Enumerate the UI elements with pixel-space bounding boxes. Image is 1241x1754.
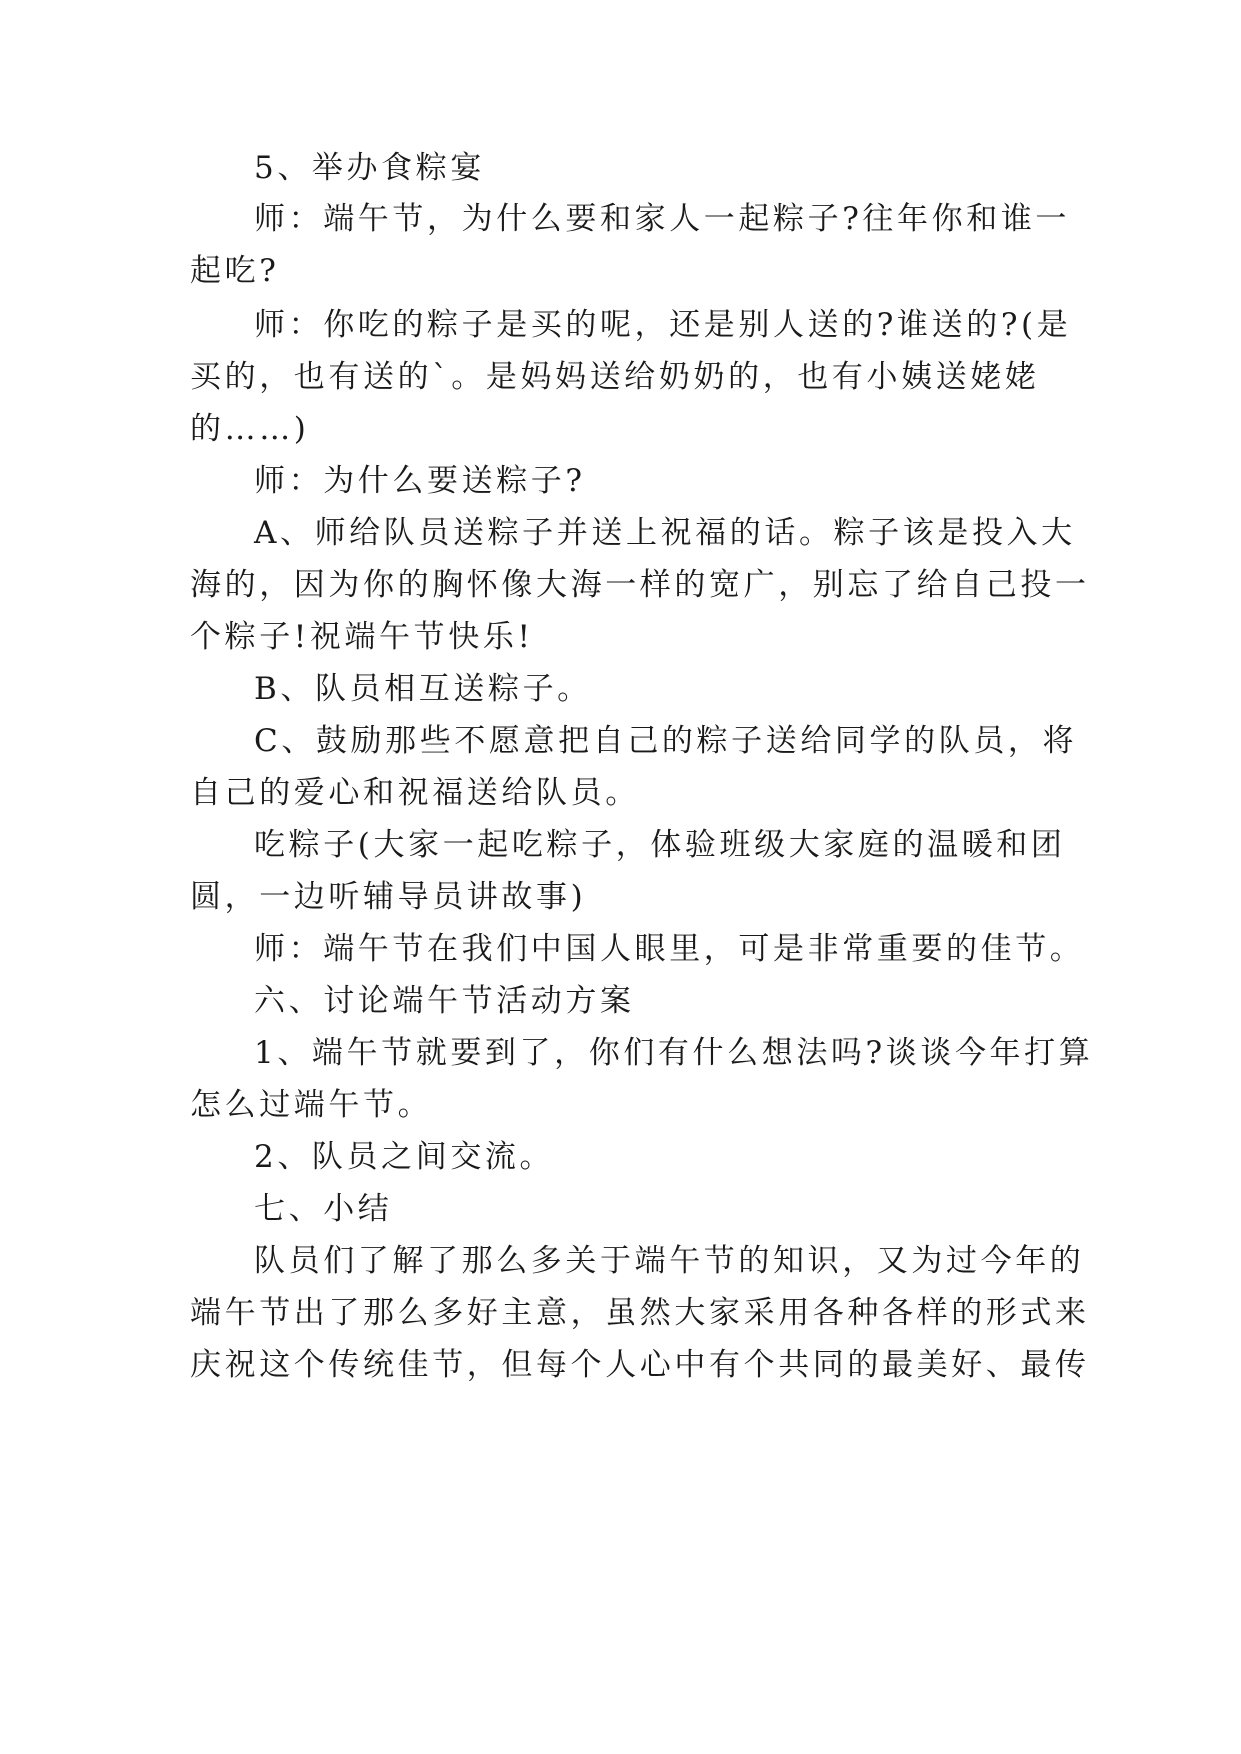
paragraph-line: 师：端午节，为什么要和家人一起粽子?往年你和谁一 xyxy=(254,201,1071,237)
paragraph-line: 的……) xyxy=(190,411,310,447)
paragraph-line: A、师给队员送粽子并送上祝福的话。粽子该是投入大 xyxy=(254,515,1076,551)
paragraph-line: 1、端午节就要到了，你们有什么想法吗?谈谈今年打算 xyxy=(254,1035,1094,1071)
paragraph-line: 5、举办食粽宴 xyxy=(254,150,485,186)
paragraph-line: 队员们了解了那么多关于端午节的知识，又为过今年的 xyxy=(254,1243,1085,1279)
paragraph-line: 海的，因为你的胸怀像大海一样的宽广，别忘了给自己投一 xyxy=(190,567,1090,603)
paragraph-line: 怎么过端午节。 xyxy=(190,1087,433,1123)
paragraph-line: 师：你吃的粽子是买的呢，还是别人送的?谁送的?(是 xyxy=(254,307,1072,343)
paragraph-line: 2、队员之间交流。 xyxy=(254,1139,555,1175)
paragraph-line: C、鼓励那些不愿意把自己的粽子送给同学的队员，将 xyxy=(254,723,1078,759)
paragraph-line: B、队员相互送粽子。 xyxy=(254,671,592,707)
paragraph-line: 起吃? xyxy=(190,253,280,289)
paragraph-line: 自己的爱心和祝福送给队员。 xyxy=(190,775,640,811)
paragraph-line: 庆祝这个传统佳节，但每个人心中有个共同的最美好、最传 xyxy=(190,1347,1090,1383)
paragraph-line: 个粽子!祝端午节快乐! xyxy=(190,619,534,655)
paragraph-line: 端午节出了那么多好主意，虽然大家采用各种各样的形式来 xyxy=(190,1295,1090,1331)
paragraph-line: 师：为什么要送粽子? xyxy=(254,463,586,499)
paragraph-line: 吃粽子(大家一起吃粽子，体验班级大家庭的温暖和团 xyxy=(254,827,1066,863)
paragraph-line: 买的，也有送的`。是妈妈送给奶奶的，也有小姨送姥姥 xyxy=(190,359,1040,395)
section-heading: 七、小结 xyxy=(254,1191,393,1227)
paragraph-line: 师：端午节在我们中国人眼里，可是非常重要的佳节。 xyxy=(254,931,1085,967)
paragraph-line: 圆，一边听辅导员讲故事) xyxy=(190,879,587,915)
section-heading: 六、讨论端午节活动方案 xyxy=(254,983,635,1019)
